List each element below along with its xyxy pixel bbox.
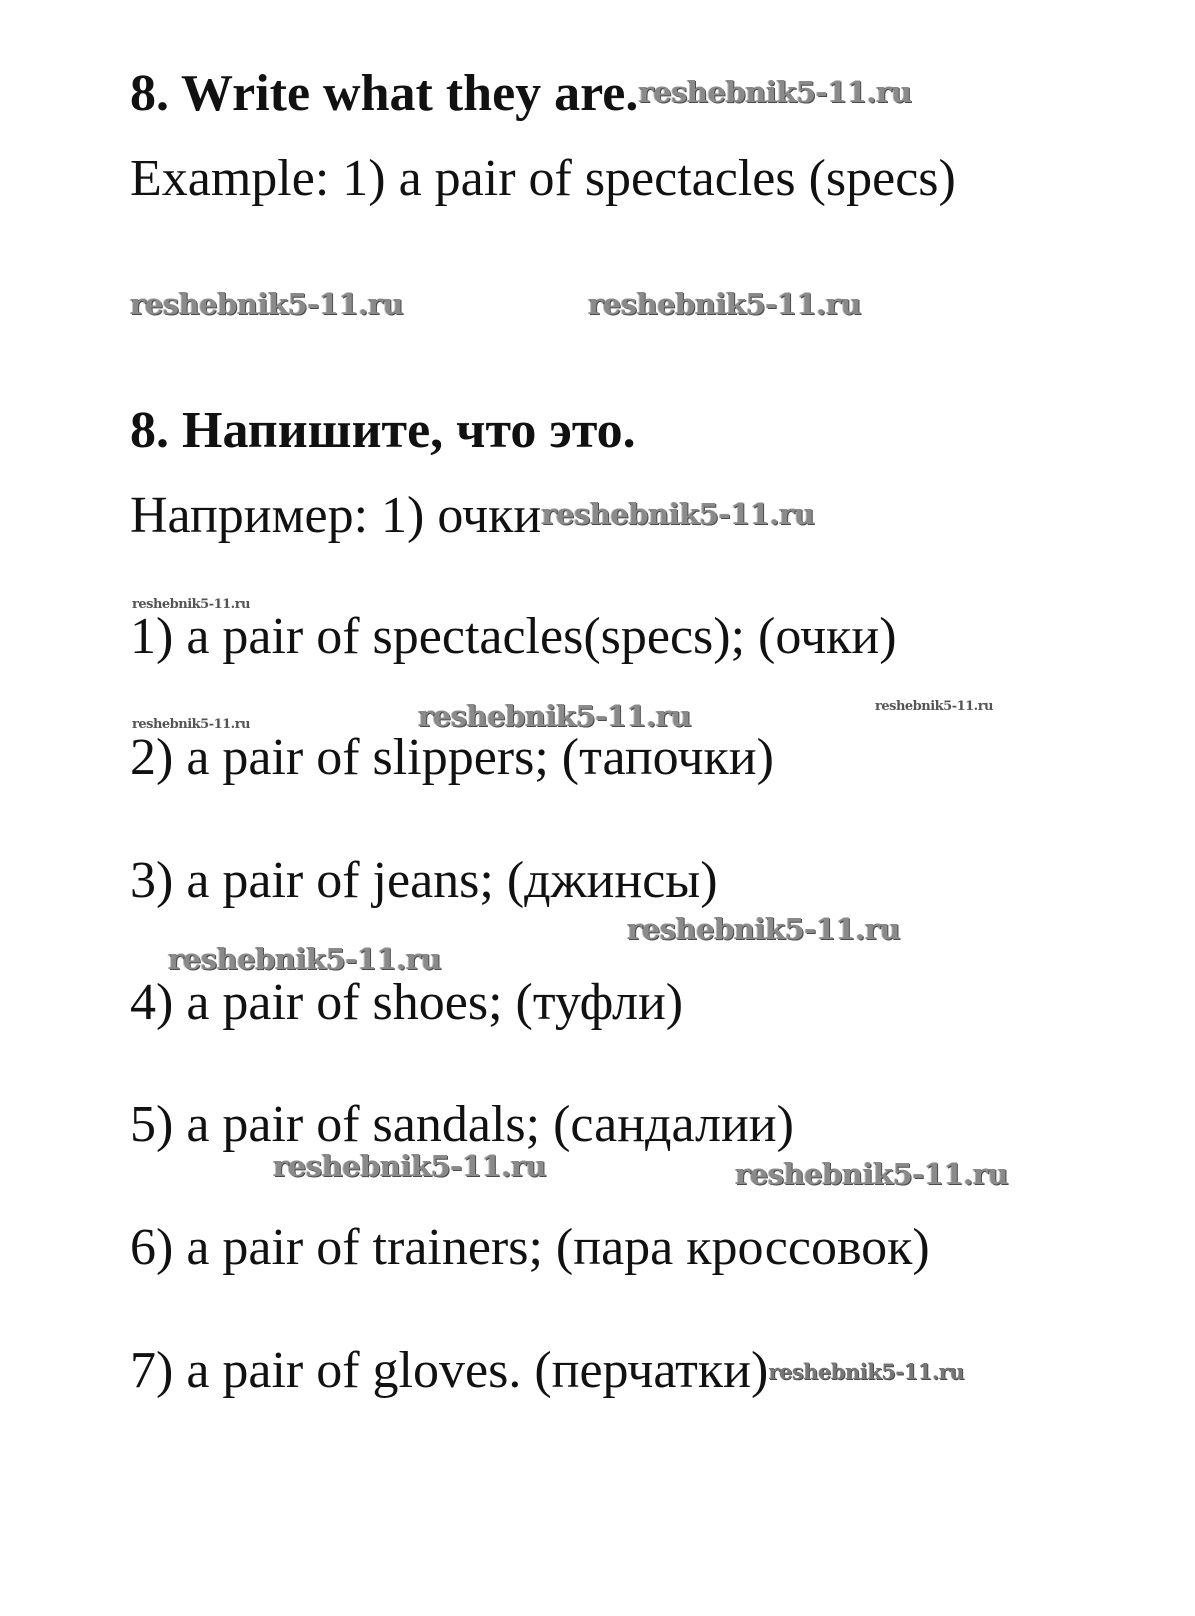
watermark: reshebnik5-11.ru: [273, 1149, 547, 1183]
russian-heading: 8. Напишите, что это.: [130, 402, 636, 459]
watermark: reshebnik5-11.ru: [541, 497, 815, 531]
watermark: reshebnik5-11.ru: [638, 75, 912, 109]
english-heading-text: 8. Write what they are.: [130, 65, 639, 122]
english-example: Example: 1) a pair of spectacles (specs): [130, 150, 956, 207]
answer-item: 3) a pair of jeans; (джинсы): [130, 852, 718, 909]
answer-item-text: 7) a pair of gloves. (перчатки): [130, 1342, 769, 1399]
watermark: reshebnik5-11.ru: [768, 1359, 964, 1384]
watermark: reshebnik5-11.ru: [130, 287, 404, 321]
answer-item: 1) a pair of spectacles(specs); (очки): [130, 608, 897, 665]
english-heading: [130, 65, 912, 122]
watermark: reshebnik5-11.ru: [627, 912, 901, 946]
watermark: reshebnik5-11.ru: [132, 717, 251, 732]
answer-item: 5) a pair of sandals; (сандалии): [130, 1096, 794, 1153]
answer-item: 2) a pair of slippers; (тапочки): [130, 729, 774, 786]
answer-item: [130, 1342, 964, 1399]
russian-example-text: Например: 1) очки: [130, 487, 542, 544]
watermark: reshebnik5-11.ru: [168, 942, 442, 976]
watermark: reshebnik5-11.ru: [132, 597, 251, 612]
answer-item: 4) a pair of shoes; (туфли): [130, 974, 684, 1031]
watermark: reshebnik5-11.ru: [418, 699, 692, 733]
watermark: reshebnik5-11.ru: [735, 1157, 1009, 1191]
answer-item: 6) a pair of trainers; (пара кроссовок): [130, 1219, 930, 1276]
watermark: reshebnik5-11.ru: [875, 699, 994, 714]
russian-example: [130, 487, 815, 544]
watermark: reshebnik5-11.ru: [588, 287, 862, 321]
